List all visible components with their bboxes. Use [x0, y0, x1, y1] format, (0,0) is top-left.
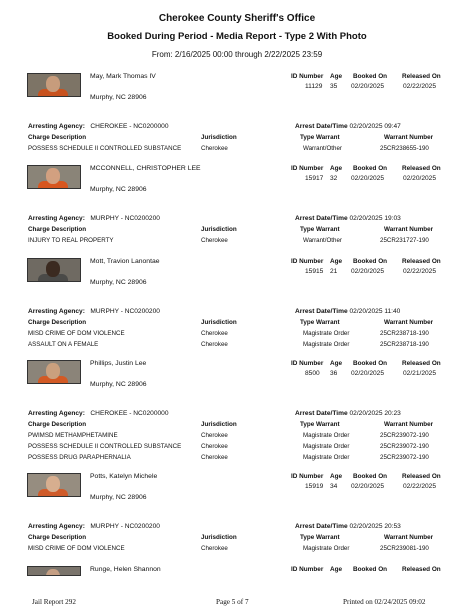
charge-warrant-number: 25CR239072-190 [380, 432, 429, 439]
photo-head [46, 476, 60, 492]
arresting-agency-value: MURPHY - NC0200200 [90, 308, 160, 315]
booked-on-label: Booked On [353, 360, 388, 367]
report-date-range: From: 2/16/2025 00:00 through 2/22/2025 23:59 [151, 50, 323, 59]
arresting-agency-label: Arresting Agency: [28, 123, 85, 130]
id-number-label: ID Number [291, 566, 324, 573]
warrant-number-header: Warrant Number [384, 134, 434, 141]
released-on-label: Released On [402, 165, 441, 172]
age-label: Age [330, 258, 343, 265]
arresting-agency-value: CHEROKEE - NC0200000 [90, 410, 169, 417]
charge-type-warrant: Magistrate Order [303, 432, 350, 439]
arrest-datetime-value: 02/20/2025 19:03 [349, 215, 401, 222]
charge-warrant-number: 25CR239081-190 [380, 545, 429, 552]
inmate-city: Murphy, NC 28906 [90, 279, 147, 286]
mugshot-photo [27, 360, 81, 384]
arrest-datetime [295, 215, 401, 222]
charge-type-warrant: Magistrate Order [303, 454, 350, 461]
arresting-agency-label: Arresting Agency: [28, 410, 85, 417]
footer-page-number: Page 5 of 7 [216, 598, 249, 606]
arrest-datetime-label: Arrest Date/Time [295, 308, 348, 315]
id-number-value: 15917 [305, 175, 324, 182]
arrest-datetime-value: 02/20/2025 20:23 [349, 410, 401, 417]
charge-jurisdiction: Cherokee [201, 443, 228, 450]
photo-head [46, 363, 60, 379]
charge-jurisdiction: Cherokee [201, 432, 228, 439]
arresting-agency-label: Arresting Agency: [28, 215, 85, 222]
id-number-value: 11129 [305, 83, 323, 90]
arresting-agency-label: Arresting Agency: [28, 308, 85, 315]
inmate-name: Potts, Katelyn Michele [90, 473, 158, 480]
inmate-city: Murphy, NC 28906 [90, 381, 147, 388]
charge-description: MISD CRIME OF DOM VIOLENCE [28, 330, 125, 337]
charge-description: POSSESS SCHEDULE II CONTROLLED SUBSTANCE [28, 145, 182, 152]
inmate-name: May, Mark Thomas IV [90, 73, 156, 80]
report-agency-title: Cherokee County Sheriff's Office [158, 13, 316, 24]
arrest-datetime-value: 02/20/2025 11:40 [349, 308, 401, 315]
charge-description-header: Charge Description [28, 134, 87, 141]
jurisdiction-header: Jurisdiction [201, 134, 237, 141]
arrest-datetime-value: 02/20/2025 20:53 [349, 523, 401, 530]
charge-jurisdiction: Cherokee [201, 330, 228, 337]
released-on-label: Released On [402, 473, 441, 480]
id-number-label: ID Number [291, 73, 324, 80]
released-on-value: 02/20/2025 [403, 175, 437, 182]
released-on-value: 02/22/2025 [403, 83, 437, 90]
mugshot-photo [27, 566, 81, 576]
mugshot-photo [27, 165, 81, 189]
age-label: Age [330, 473, 343, 480]
charge-description: INJURY TO REAL PROPERTY [28, 237, 114, 244]
charge-jurisdiction: Cherokee [201, 145, 228, 152]
inmate-name: Mott, Travion Lanontae [90, 258, 160, 265]
charge-description: PWIMSD METHAMPHETAMINE [28, 432, 118, 439]
arrest-datetime-label: Arrest Date/Time [295, 523, 348, 530]
arrest-datetime [295, 123, 401, 130]
inmate-city: Murphy, NC 28906 [90, 186, 147, 193]
footer-report-id: Jail Report 292 [32, 598, 76, 606]
mugshot-photo [27, 73, 81, 97]
warrant-number-header: Warrant Number [384, 226, 434, 233]
released-on-label: Released On [402, 73, 441, 80]
charge-warrant-number: 25CR238718-190 [380, 330, 429, 337]
arresting-agency-value: MURPHY - NC0200200 [90, 523, 160, 530]
released-on-label: Released On [402, 566, 441, 573]
arresting-agency-value: CHEROKEE - NC0200000 [90, 123, 169, 130]
warrant-number-header: Warrant Number [384, 319, 434, 326]
charge-description-header: Charge Description [28, 421, 87, 428]
arrest-datetime [295, 523, 401, 530]
booked-on-label: Booked On [353, 165, 388, 172]
id-number-value: 15915 [305, 268, 324, 275]
booked-on-label: Booked On [353, 473, 388, 480]
id-number-value: 8500 [305, 370, 320, 377]
arrest-datetime [295, 308, 400, 315]
charge-type-warrant: Magistrate Order [303, 330, 350, 337]
booked-on-value: 02/20/2025 [351, 268, 385, 275]
booking-record [0, 566, 474, 596]
booking-record [0, 165, 474, 255]
age-label: Age [330, 73, 343, 80]
charge-type-warrant: Magistrate Order [303, 341, 350, 348]
age-value: 34 [330, 483, 338, 490]
booked-on-value: 02/20/2025 [351, 83, 385, 90]
booking-record [0, 258, 474, 348]
charge-warrant-number: 25CR238718-190 [380, 341, 429, 348]
charge-description-header: Charge Description [28, 226, 87, 233]
charge-type-warrant: Warrant/Other [303, 237, 342, 244]
booking-record [0, 73, 474, 163]
id-number-label: ID Number [291, 258, 324, 265]
inmate-name: Runge, Helen Shannon [90, 566, 161, 573]
charge-warrant-number: 25CR231727-190 [380, 237, 429, 244]
id-number-label: ID Number [291, 473, 324, 480]
age-label: Age [330, 360, 343, 367]
footer-printed-on: Printed on 02/24/2025 09:02 [343, 598, 426, 606]
photo-head [46, 569, 60, 576]
age-value: 35 [330, 83, 338, 90]
released-on-value: 02/22/2025 [403, 268, 437, 275]
age-value: 21 [330, 268, 338, 275]
charge-type-warrant: Magistrate Order [303, 443, 350, 450]
age-value: 32 [330, 175, 338, 182]
charge-description: POSSESS SCHEDULE II CONTROLLED SUBSTANCE [28, 443, 182, 450]
inmate-city: Murphy, NC 28906 [90, 94, 147, 101]
photo-head [46, 261, 60, 277]
jurisdiction-header: Jurisdiction [201, 226, 237, 233]
type-warrant-header: Type Warrant [300, 421, 340, 428]
arresting-agency-value: MURPHY - NC0200200 [90, 215, 160, 222]
charge-jurisdiction: Cherokee [201, 454, 228, 461]
inmate-name: Phillips, Justin Lee [90, 360, 147, 367]
charge-warrant-number: 25CR239072-190 [380, 443, 429, 450]
released-on-label: Released On [402, 360, 441, 367]
age-value: 36 [330, 370, 338, 377]
booking-record [0, 360, 474, 461]
type-warrant-header: Type Warrant [300, 534, 340, 541]
jurisdiction-header: Jurisdiction [201, 421, 237, 428]
charge-description: ASSAULT ON A FEMALE [28, 341, 99, 348]
booked-on-value: 02/20/2025 [351, 370, 385, 377]
warrant-number-header: Warrant Number [384, 534, 434, 541]
arrest-datetime-label: Arrest Date/Time [295, 123, 348, 130]
booked-on-value: 02/20/2025 [351, 175, 385, 182]
inmate-name: MCCONNELL, CHRISTOPHER LEE [90, 165, 201, 172]
mugshot-photo [27, 258, 81, 282]
booked-on-value: 02/20/2025 [351, 483, 385, 490]
charge-warrant-number: 25CR239072-190 [380, 454, 429, 461]
charge-jurisdiction: Cherokee [201, 341, 228, 348]
photo-head [46, 168, 60, 184]
charge-type-warrant: Magistrate Order [303, 545, 350, 552]
charge-description: MISD CRIME OF DOM VIOLENCE [28, 545, 125, 552]
booked-on-label: Booked On [353, 258, 388, 265]
type-warrant-header: Type Warrant [300, 226, 340, 233]
arresting-agency-label: Arresting Agency: [28, 523, 85, 530]
warrant-number-header: Warrant Number [384, 421, 434, 428]
charge-warrant-number: 25CR238655-190 [380, 145, 429, 152]
id-number-label: ID Number [291, 165, 324, 172]
mugshot-photo [27, 473, 81, 497]
report-title: Booked During Period - Media Report - Type 2 With Photo [107, 31, 367, 42]
charge-type-warrant: Warrant/Other [303, 145, 342, 152]
charge-jurisdiction: Cherokee [201, 237, 228, 244]
released-on-value: 02/22/2025 [403, 483, 437, 490]
charge-description-header: Charge Description [28, 534, 87, 541]
released-on-value: 02/21/2025 [403, 370, 437, 377]
booked-on-label: Booked On [353, 73, 388, 80]
charge-jurisdiction: Cherokee [201, 545, 228, 552]
arrest-datetime [295, 410, 401, 417]
arrest-datetime-label: Arrest Date/Time [295, 410, 348, 417]
released-on-label: Released On [402, 258, 441, 265]
photo-head [46, 76, 60, 92]
type-warrant-header: Type Warrant [300, 319, 340, 326]
id-number-value: 15919 [305, 483, 324, 490]
age-label: Age [330, 566, 343, 573]
jurisdiction-header: Jurisdiction [201, 534, 237, 541]
charge-description: POSSESS DRUG PARAPHERNALIA [28, 454, 131, 461]
type-warrant-header: Type Warrant [300, 134, 340, 141]
jurisdiction-header: Jurisdiction [201, 319, 237, 326]
booked-on-label: Booked On [353, 566, 388, 573]
arrest-datetime-label: Arrest Date/Time [295, 215, 348, 222]
inmate-city: Murphy, NC 28906 [90, 494, 147, 501]
booking-record [0, 473, 474, 563]
id-number-label: ID Number [291, 360, 324, 367]
age-label: Age [330, 165, 343, 172]
arrest-datetime-value: 02/20/2025 09:47 [349, 123, 401, 130]
charge-description-header: Charge Description [28, 319, 87, 326]
